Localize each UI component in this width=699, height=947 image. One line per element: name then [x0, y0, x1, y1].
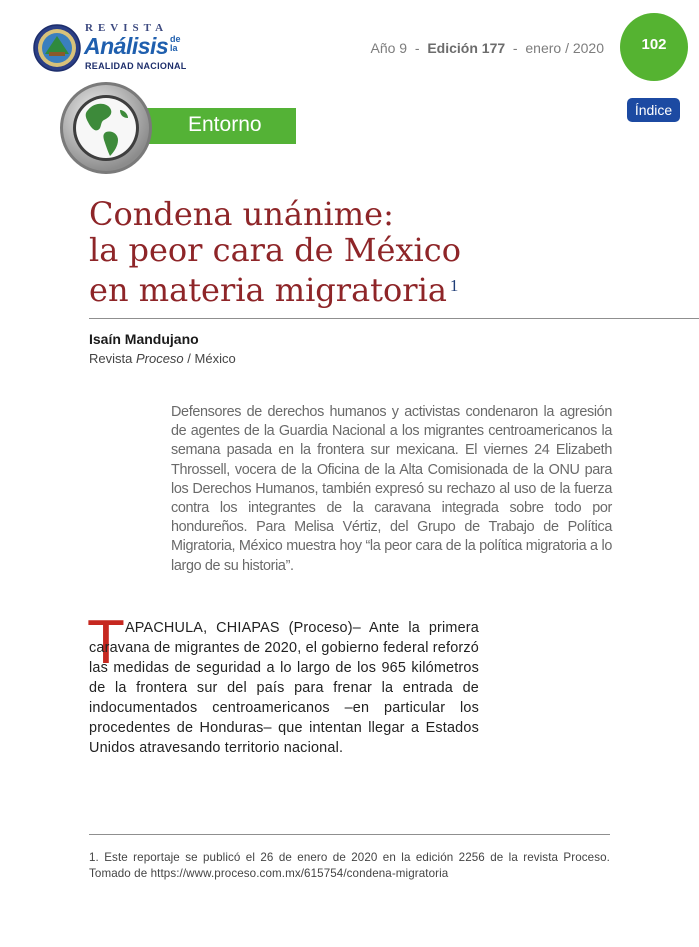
issue-info: [371, 40, 605, 56]
globe-icon: [58, 80, 154, 176]
logo-realidad-text: REALIDAD NACIONAL: [85, 61, 187, 71]
author-name: Isaín Mandujano: [89, 331, 199, 347]
section-label: Entorno: [188, 113, 262, 136]
affiliation-publication: Proceso: [135, 351, 184, 366]
article-lead: Defensores de derechos humanos y activistas condenaron la agresión de agentes de la Guardia Nacional a los migrantes centroamericanos la semana pasada en la frontera sur mexicana. El viernes 24 Elizabeth Throssell, vocera de la Oficina de la Alta Comisionada de la ONU para los Derechos Humanos, también expresó su rechazo al uso de la fuerza contra los integrantes de la caravana integrada sobre todo por hondureños. Para Melisa Vértiz, del Grupo de Trabajo de Política Migratoria, México muestra hoy “la peor cara de la política migratoria a lo largo de su historia”.: [171, 404, 612, 574]
issue-edition: Edición 177: [427, 40, 506, 56]
magazine-seal-icon: [33, 24, 81, 72]
affiliation-prefix: Revista: [89, 351, 136, 366]
affiliation-suffix: / México: [183, 351, 236, 366]
article-body-text: APACHULA, CHIAPAS (Proceso)– Ante la primera caravana de migrantes de 2020, el gobierno federal reforzó las medidas de seguridad a lo largo de los 965 kilómetros de la frontera sur del país para frenar la entrada de indocumentados centroamericanos –en particular los procedentes de Honduras– que intentan llegar a Estados Unidos atravesando territorio nacional.: [89, 620, 479, 756]
issue-year: Año 9: [370, 40, 408, 56]
title-line: la peor cara de México: [89, 231, 461, 269]
footnote-divider: [89, 834, 610, 835]
issue-separator: -: [512, 40, 518, 56]
author-affiliation: [89, 351, 236, 366]
title-line: [89, 268, 649, 308]
article-body: [89, 618, 479, 758]
title-footnote-mark: 1: [449, 276, 459, 295]
title-line-text: en materia migratoria: [89, 271, 447, 309]
footnote: 1. Este reportaje se publicó el 26 de enero de 2020 en la edición 2256 de la revista Proceso. Tomado de https://www.proceso.com.mx/615754/condena-migratoria: [89, 851, 610, 880]
article-title: [89, 196, 649, 308]
logo-revista-text: REVISTA: [85, 22, 169, 34]
index-button[interactable]: Índice: [627, 98, 680, 122]
title-line: Condena unánime:: [89, 195, 394, 233]
issue-separator: -: [414, 40, 420, 56]
logo-de-la-text: de la: [170, 34, 181, 53]
page-number: 102: [641, 36, 667, 53]
title-divider: [89, 318, 699, 319]
drop-cap: T: [87, 608, 125, 677]
logo-analisis-text: Análisis: [84, 33, 169, 59]
issue-date: enero / 2020: [525, 40, 604, 56]
